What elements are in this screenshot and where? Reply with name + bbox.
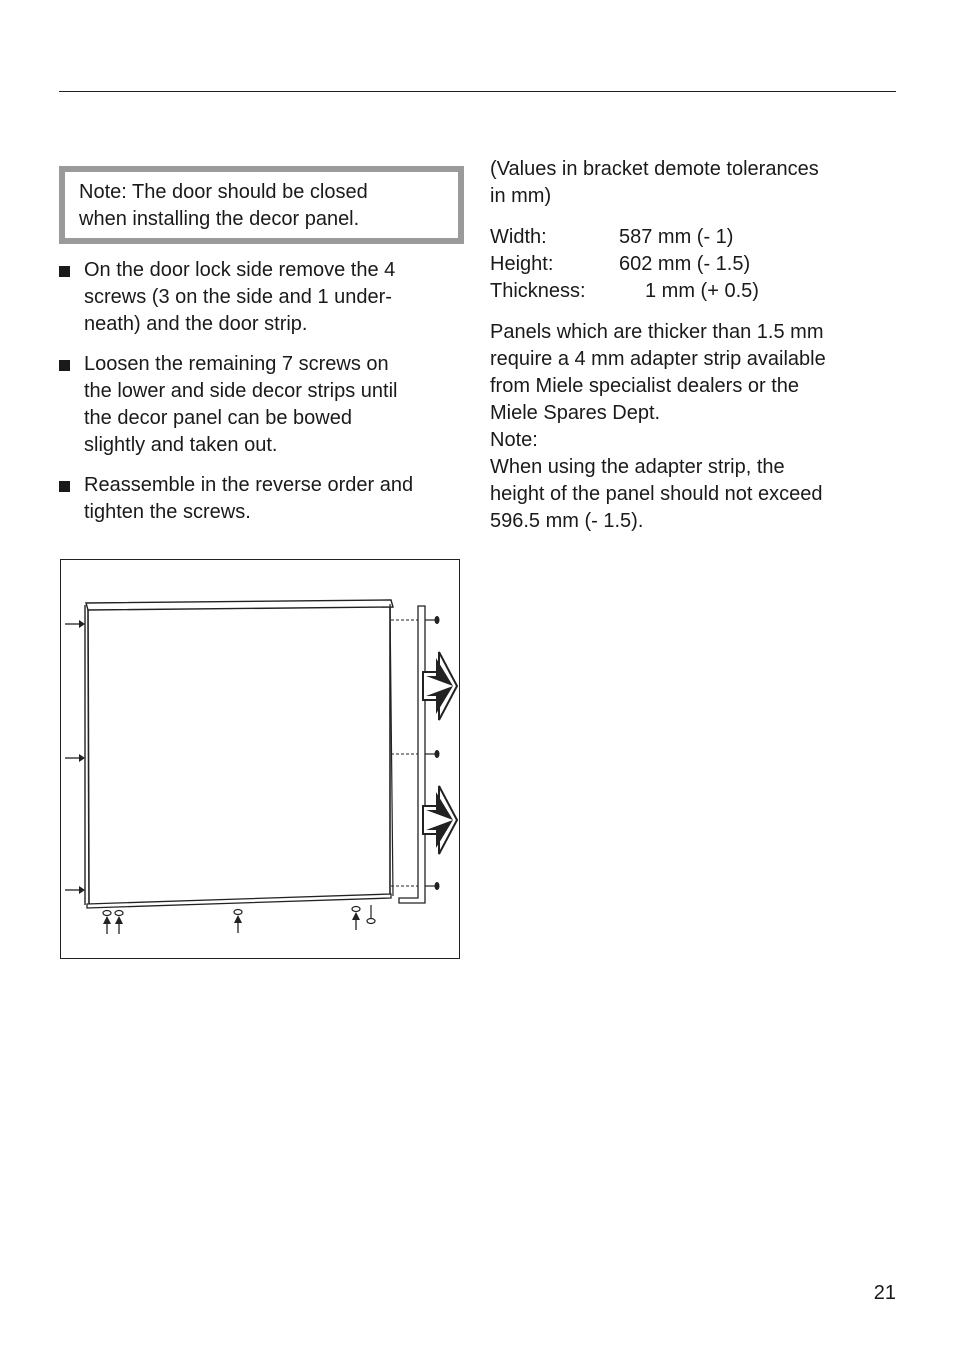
dimension-label: Width:: [490, 226, 547, 248]
bullet-square-icon: [59, 481, 70, 492]
instruction-line: tighten the screws.: [84, 501, 251, 523]
left-screw: [65, 886, 85, 894]
instruction-line: Loosen the remaining 7 screws on: [84, 353, 389, 375]
dimension-value: 1 mm (+ 0.5): [645, 280, 759, 302]
adapter-line: Miele Spares Dept.: [490, 402, 661, 424]
strip-screw: [391, 616, 440, 624]
dimension-label: Thickness:: [490, 280, 586, 302]
instruction-item: [59, 351, 464, 459]
note-line: Note: The door should be closed: [79, 181, 368, 203]
dimension-label: Height:: [490, 253, 554, 275]
strip-screw: [391, 750, 440, 758]
dimension-row: [490, 224, 890, 251]
left-screw: [65, 754, 85, 762]
adapter-line: Note:: [490, 429, 538, 451]
adapter-line: When using the adapter strip, the: [490, 456, 785, 478]
left-screw: [65, 620, 85, 628]
bullet-square-icon: [59, 360, 70, 371]
tolerance-line: (Values in bracket demote tolerances: [490, 158, 819, 180]
dimension-value: 587 mm (- 1): [619, 226, 734, 248]
adapter-line: from Miele specialist dealers or the: [490, 375, 800, 397]
instruction-line: Reassemble in the reverse order and: [84, 474, 414, 496]
instruction-list: [59, 257, 464, 539]
decor-panel-diagram: [60, 559, 460, 959]
instruction-line: the decor panel can be bowed: [84, 407, 352, 429]
removal-arrow-icon: [423, 652, 457, 720]
instruction-line: screws (3 on the side and 1 under-: [84, 286, 392, 308]
page-number: 21: [873, 1282, 896, 1304]
specification-column: [490, 156, 890, 549]
installation-note-box: [59, 166, 464, 244]
decor-panel-illustration: [61, 560, 461, 960]
bottom-screw: [103, 911, 111, 935]
instruction-item: [59, 257, 464, 338]
instruction-line: the lower and side decor strips until: [84, 380, 398, 402]
decor-panel-face: [88, 604, 390, 905]
strip-screw: [391, 882, 440, 890]
adapter-line: Panels which are thicker than 1.5 mm: [490, 321, 824, 343]
bullet-square-icon: [59, 266, 70, 277]
strip-bottom-screw: [367, 905, 375, 924]
bottom-screw: [115, 911, 123, 935]
adapter-line: 596.5 mm (- 1.5).: [490, 510, 644, 532]
bottom-screw: [352, 907, 360, 931]
dimension-table: [490, 224, 890, 305]
instruction-line: slightly and taken out.: [84, 434, 278, 456]
instruction-line: On the door lock side remove the 4: [84, 259, 396, 281]
dimension-value: 602 mm (- 1.5): [619, 253, 751, 275]
tolerance-note: [490, 156, 890, 210]
bottom-screw: [234, 910, 242, 934]
adapter-line: require a 4 mm adapter strip available: [490, 348, 826, 370]
adapter-strip-info: [490, 319, 890, 535]
note-line: when installing the decor panel.: [79, 208, 360, 230]
instruction-item: [59, 472, 464, 526]
adapter-line: height of the panel should not exceed: [490, 483, 823, 505]
dimension-row: [490, 278, 890, 305]
dimension-row: [490, 251, 890, 278]
header-rule: [59, 91, 896, 92]
tolerance-line: in mm): [490, 185, 552, 207]
instruction-line: neath) and the door strip.: [84, 313, 308, 335]
removal-arrow-icon: [423, 786, 457, 854]
